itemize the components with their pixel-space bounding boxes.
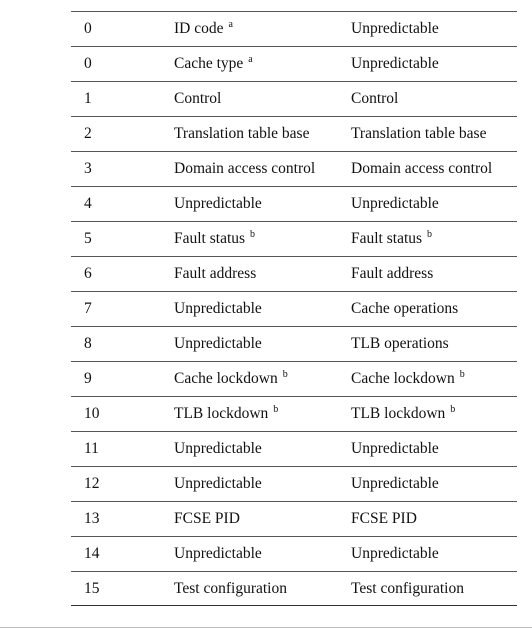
table-row — [71, 327, 517, 362]
table-row — [71, 82, 517, 117]
read-function-text: Translation table base — [174, 125, 310, 142]
table-row — [71, 467, 517, 502]
footnote-marker: b — [250, 228, 256, 240]
read-function-text: Domain access control — [174, 160, 316, 177]
read-function-text: Unpredictable — [174, 195, 262, 212]
write-function — [351, 467, 439, 501]
write-function — [351, 222, 432, 256]
write-function-text: FCSE PID — [351, 510, 417, 527]
write-function — [351, 117, 486, 151]
read-function-text: ID code — [174, 20, 224, 37]
read-function-text: TLB lockdown — [174, 405, 269, 422]
register-number: 3 — [84, 160, 92, 177]
read-function — [174, 152, 315, 186]
read-function-text: Cache lockdown — [174, 370, 278, 387]
read-function-text: Cache type — [174, 55, 244, 72]
read-function — [174, 47, 253, 81]
write-function-text: Cache operations — [351, 300, 459, 317]
page-bottom-rule — [0, 627, 532, 628]
table-row — [71, 537, 517, 572]
table-row — [71, 572, 517, 606]
read-function — [174, 467, 262, 501]
table-row — [71, 117, 517, 152]
read-function — [174, 222, 255, 256]
read-function-text: Test configuration — [174, 579, 287, 597]
register-number: 0 — [84, 20, 92, 37]
write-function-text: Fault status — [351, 230, 423, 247]
read-function-text: Unpredictable — [174, 335, 262, 352]
register-number: 13 — [84, 510, 100, 527]
write-function — [351, 292, 458, 326]
write-function-text: Test configuration — [351, 579, 464, 597]
footnote-marker: b — [427, 228, 433, 240]
register-number: 7 — [84, 300, 92, 317]
read-function-text: FCSE PID — [174, 510, 240, 527]
write-function — [351, 82, 398, 116]
footnote-marker: b — [450, 403, 456, 415]
register-number: 11 — [84, 440, 99, 457]
read-function — [174, 502, 240, 536]
register-number: 15 — [84, 579, 100, 597]
write-function — [351, 362, 465, 396]
register-number: 2 — [84, 125, 92, 142]
write-function — [351, 12, 439, 46]
write-function-text: Translation table base — [351, 125, 487, 142]
write-function — [351, 572, 464, 605]
register-number: 8 — [84, 335, 92, 352]
footnote-marker: a — [228, 18, 233, 30]
write-function-text: Unpredictable — [351, 440, 439, 457]
write-function-text: Unpredictable — [351, 195, 439, 212]
table-row — [71, 502, 517, 537]
read-function-text: Control — [174, 90, 222, 107]
read-function-text: Fault address — [174, 265, 257, 282]
read-function-text: Unpredictable — [174, 300, 262, 317]
write-function-text: Cache lockdown — [351, 370, 455, 387]
read-function — [174, 432, 262, 466]
table-row — [71, 152, 517, 187]
write-function — [351, 397, 455, 431]
read-function — [174, 12, 233, 46]
write-function-text: Unpredictable — [351, 475, 439, 492]
write-function-text: TLB lockdown — [351, 405, 446, 422]
table-row — [71, 397, 517, 432]
read-function — [174, 327, 262, 361]
write-function-text: Unpredictable — [351, 20, 439, 37]
table-row — [71, 187, 517, 222]
register-number: 10 — [84, 405, 100, 422]
register-number: 14 — [84, 545, 100, 562]
footnote-marker: b — [459, 368, 465, 380]
register-number: 4 — [84, 195, 92, 212]
write-function-text: Unpredictable — [351, 545, 439, 562]
read-function-text: Unpredictable — [174, 440, 262, 457]
write-function — [351, 502, 417, 536]
write-function — [351, 327, 449, 361]
read-function — [174, 537, 262, 571]
write-function-text: Domain access control — [351, 160, 493, 177]
write-function-text: Unpredictable — [351, 55, 439, 72]
write-function-text: Fault address — [351, 265, 434, 282]
read-function-text: Unpredictable — [174, 475, 262, 492]
table-row — [71, 432, 517, 467]
read-function — [174, 187, 262, 221]
table-row — [71, 222, 517, 257]
write-function-text: Control — [351, 90, 399, 107]
table-row — [71, 12, 517, 47]
read-function — [174, 292, 262, 326]
write-function — [351, 432, 439, 466]
write-function — [351, 537, 439, 571]
write-function-text: TLB operations — [351, 335, 449, 352]
table-row — [71, 292, 517, 327]
write-function — [351, 187, 439, 221]
register-number: 6 — [84, 265, 92, 282]
write-function — [351, 152, 492, 186]
read-function — [174, 82, 221, 116]
read-function-text: Fault status — [174, 230, 246, 247]
register-number: 0 — [84, 55, 92, 72]
table-row — [71, 362, 517, 397]
register-table — [71, 11, 517, 606]
register-number: 5 — [84, 230, 92, 247]
register-number: 1 — [84, 90, 92, 107]
read-function — [174, 362, 288, 396]
write-function — [351, 47, 439, 81]
register-number: 12 — [84, 475, 100, 492]
read-function — [174, 117, 309, 151]
table-row — [71, 257, 517, 292]
read-function — [174, 397, 278, 431]
footnote-marker: a — [248, 53, 253, 65]
table-row — [71, 47, 517, 82]
register-number: 9 — [84, 370, 92, 387]
read-function — [174, 572, 287, 605]
read-function-text: Unpredictable — [174, 545, 262, 562]
write-function — [351, 257, 433, 291]
footnote-marker: b — [282, 368, 288, 380]
footnote-marker: b — [273, 403, 279, 415]
read-function — [174, 257, 256, 291]
